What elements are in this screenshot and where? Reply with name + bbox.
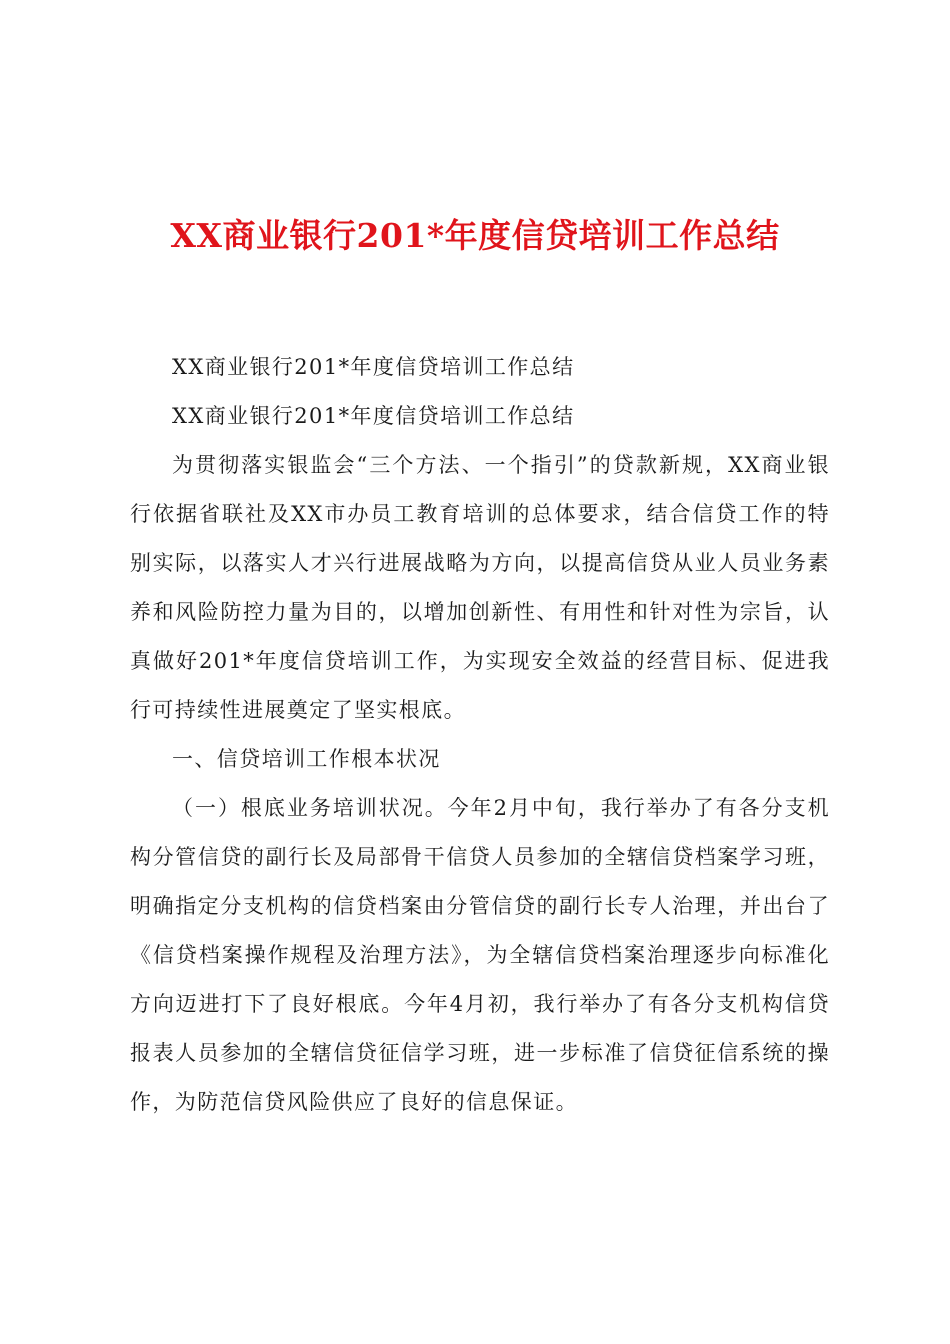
document-body [130,343,830,1127]
document-title: XX商业银行201*年度信贷培训工作总结 [170,216,780,255]
body-paragraph: （一）根底业务培训状况。今年2月中旬，我行举办了有各分支机构分管信贷的副行长及局部骨干信贷人员参加的全辖信贷档案学习班，明确指定分支机构的信贷档案由分管信贷的副行长专人治理，并出台了《信贷档案操作规程及治理方法》，为全辖信贷档案治理逐步向标准化方向迈进打下了良好根底。今年4月初，我行举办了有各分支机构信贷报表人员参加的全辖信贷征信学习班，进一步标准了信贷征信系统的操作，为防范信贷风险供应了良好的信息保证。 [130,796,830,1114]
section-heading: 一、信贷培训工作根本状况 [172,747,441,771]
body-paragraph: XX商业银行201*年度信贷培训工作总结 [172,404,575,428]
body-paragraph: XX商业银行201*年度信贷培训工作总结 [172,355,575,379]
body-paragraph: 为贯彻落实银监会“三个方法、一个指引”的贷款新规，XX商业银行依据省联社及XX市办员工教育培训的总体要求，结合信贷工作的特别实际，以落实人才兴行进展战略为方向，以提高信贷从业人员业务素养和风险防控力量为目的，以增加创新性、有用性和针对性为宗旨，认真做好201*年度信贷培训工作，为实现安全效益的经营目标、促进我行可持续性进展奠定了坚实根底。 [130,453,830,722]
